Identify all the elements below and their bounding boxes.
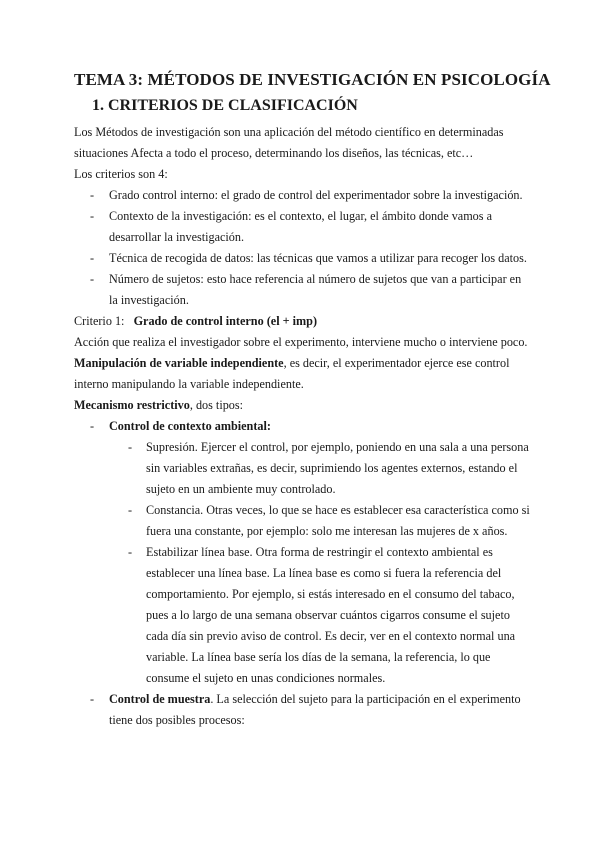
list-dash: - <box>90 272 95 286</box>
criterion-2-cont: desarrollar la investigación. <box>109 230 245 244</box>
sublist-dash: - <box>128 440 133 454</box>
criterion-4: Número de sujetos: esto hace referencia al número de sujetos que van a participar en <box>109 272 522 286</box>
criterion-4-cont: la investigación. <box>109 293 189 307</box>
manipulacion-line-2: interno manipulando la variable independiente. <box>74 377 304 391</box>
list-dash: - <box>90 692 95 706</box>
manipulacion-line <box>74 355 509 371</box>
manipulacion-term: Manipulación de variable independiente <box>74 356 284 370</box>
constancia-line-1: Constancia. Otras veces, lo que se hace es establecer esa característica como si <box>146 503 530 517</box>
page-title: TEMA 3: MÉTODOS DE INVESTIGACIÓN EN PSICOLOGÍA <box>74 70 551 89</box>
linea-base-line-5: cada día sin previo aviso de control. Es decir, ver en el contexto normal una <box>146 629 516 643</box>
sublist-dash: - <box>128 503 133 517</box>
linea-base-line-4: pues a lo largo de una semana observar cuántos cigarros consume el sujeto <box>146 608 510 622</box>
linea-base-line-3: comportamiento. Por ejemplo, si estás interesado en el consumo del tabaco, <box>146 587 515 601</box>
section-heading: 1. CRITERIOS DE CLASIFICACIÓN <box>92 97 358 114</box>
supresion-line-1: Supresión. Ejercer el control, por ejemplo, poniendo en una sala a una persona <box>146 440 529 454</box>
muestra-text: . La selección del sujeto para la participación en el experimento <box>210 692 521 706</box>
sublist-dash: - <box>128 545 133 559</box>
criterio-1-prefix: Criterio 1: <box>74 314 131 328</box>
list-dash: - <box>90 251 95 265</box>
supresion-line-3: sujeto en un ambiente muy controlado. <box>146 482 336 496</box>
contexto-heading <box>109 418 271 434</box>
mecanismo-line <box>74 397 243 413</box>
muestra-line <box>109 691 521 707</box>
linea-base-line-1: Estabilizar línea base. Otra forma de restringir el contexto ambiental es <box>146 545 493 559</box>
muestra-line-2: tiene dos posibles procesos: <box>109 713 245 727</box>
list-dash: - <box>90 419 95 433</box>
muestra-term: Control de muestra <box>109 692 211 706</box>
linea-base-line-6: variable. La línea base sería los días de la semana, la referencia, lo que <box>146 650 491 664</box>
supresion-line-2: sin variables extrañas, es decir, suprimiendo los agentes externos, estando el <box>146 461 518 475</box>
mecanismo-term: Mecanismo restrictivo <box>74 398 190 412</box>
intro-line-2: situaciones Afecta a todo el proceso, determinando los diseños, las técnicas, etc… <box>74 146 474 160</box>
list-dash: - <box>90 188 95 202</box>
contexto-heading-text: Control de contexto ambiental: <box>109 419 271 433</box>
linea-base-line-7: consume el sujeto en unas condiciones normales. <box>146 671 386 685</box>
intro-line-3: Los criterios son 4: <box>74 167 168 181</box>
mecanismo-text: , dos tipos: <box>189 398 244 412</box>
criterion-2: Contexto de la investigación: es el contexto, el lugar, el ámbito donde vamos a <box>109 209 492 223</box>
criterio-1-description: Acción que realiza el investigador sobre el experimento, interviene mucho o interviene poco. <box>74 335 528 349</box>
criterion-3: Técnica de recogida de datos: las técnicas que vamos a utilizar para recoger los datos. <box>109 251 527 265</box>
list-dash: - <box>90 209 95 223</box>
intro-line-1: Los Métodos de investigación son una aplicación del método científico en determinadas <box>74 125 504 139</box>
manipulacion-text: , es decir, el experimentador ejerce ese control <box>283 356 510 370</box>
linea-base-line-2: establecer una línea base. La línea base es como si fuera la referencia del <box>146 566 502 580</box>
criterio-1-title: Grado de control interno (el + imp) <box>133 314 317 328</box>
criterio-1-heading <box>74 313 317 329</box>
constancia-line-2: fuera una constante, por ejemplo: solo me interesan las mujeres de x años. <box>146 524 508 538</box>
criterion-1: Grado control interno: el grado de control del experimentador sobre la investigación. <box>109 188 523 202</box>
